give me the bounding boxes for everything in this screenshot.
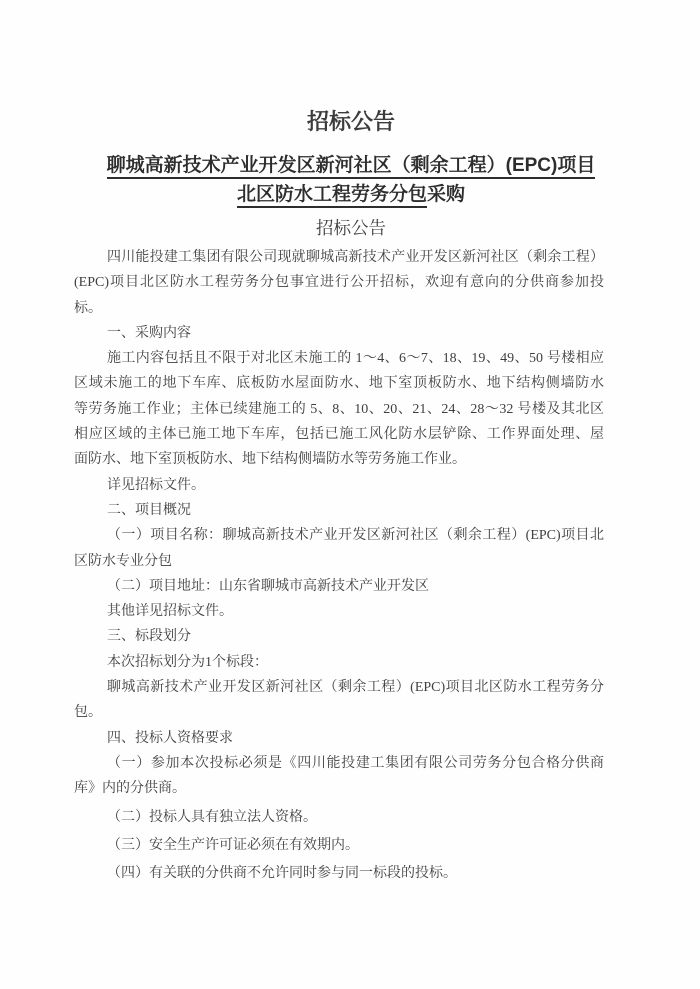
page-title: 招标公告 xyxy=(306,109,395,134)
bid-section-count xyxy=(74,650,604,675)
intro-paragraph xyxy=(74,245,604,321)
bid-section-name xyxy=(74,675,604,726)
section-1-content xyxy=(74,346,604,472)
text-line: （二）项目地址：山东省聊城市高新技术产业开发区 xyxy=(107,578,429,594)
qualification-2 xyxy=(74,805,604,830)
qualification-4 xyxy=(74,861,604,886)
text-line: 等劳务施工作业；主体已续建施工的 5、8、10、20、21、24、28～32 号楼及其北区 xyxy=(74,401,604,417)
project-title-line2-underlined: 北区防水工程劳务分包 xyxy=(237,184,427,208)
text-line: （三）安全生产许可证必须在有效期内。 xyxy=(107,837,359,853)
text-line: 库》内的分供商。 xyxy=(74,781,186,797)
text-line: 面防水、地下室顶板防水、地下结构侧墙防水等劳务施工作业。 xyxy=(74,452,466,468)
text-line: (EPC)项目北区防水工程劳务分包事宜进行公开招标，欢迎有意向的分供商参加投 xyxy=(74,275,604,291)
text-line: 聊城高新技术产业开发区新河社区（剩余工程）(EPC)项目北区防水工程劳务分 xyxy=(107,680,604,696)
text-line: 相应区域的主体已施工地下车库，包括已施工风化防水层铲除、工作界面处理、屋 xyxy=(74,427,604,443)
text-line: （一）项目名称：聊城高新技术产业开发区新河社区（剩余工程）(EPC)项目北 xyxy=(107,528,604,544)
qualification-3 xyxy=(74,833,604,858)
document-body xyxy=(74,245,604,886)
project-title-line1-text: 聊城高新技术产业开发区新河社区（剩余工程）(EPC)项目 xyxy=(107,155,596,179)
project-title-line2 xyxy=(86,180,616,209)
project-name xyxy=(74,523,604,574)
text-line: （四）有关联的分供商不允许同时参与同一标段的投标。 xyxy=(107,866,457,882)
project-title-line1 xyxy=(86,151,616,180)
text-line: （二）投标人具有独立法人资格。 xyxy=(107,809,317,825)
project-address xyxy=(74,574,604,599)
section-4-heading xyxy=(74,726,604,751)
text-line: （一）参加本次投标必须是《四川能投建工集团有限公司劳务分包合格分供商 xyxy=(107,755,604,771)
section-3-heading xyxy=(74,624,604,649)
text-line: 本次招标划分为1个标段： xyxy=(107,654,268,670)
text-line: 施工内容包括且不限于对北区未施工的 1～4、6～7、18、19、49、50 号楼相应 xyxy=(107,351,604,367)
text-line: 四、投标人资格要求 xyxy=(107,730,233,746)
section-1-heading xyxy=(74,321,604,346)
text-line: 二、项目概况 xyxy=(107,502,191,518)
other-details xyxy=(74,599,604,624)
text-line: 三、标段划分 xyxy=(107,629,191,645)
text-line: 标。 xyxy=(74,300,102,316)
qualification-1 xyxy=(74,751,604,802)
section-2-heading xyxy=(74,498,604,523)
text-line: 包。 xyxy=(74,705,102,721)
text-line: 区防水专业分包 xyxy=(74,553,172,569)
text-line: 区域未施工的地下车库、底板防水屋面防水、地下室顶板防水、地下结构侧墙防水 xyxy=(74,376,604,392)
project-title-line2-tail: 采购 xyxy=(427,184,466,205)
text-line: 四川能投建工集团有限公司现就聊城高新技术产业开发区新河社区（剩余工程） xyxy=(107,250,604,265)
project-title xyxy=(86,151,616,209)
text-line: 其他详见招标文件。 xyxy=(107,604,233,620)
text-line: 详见招标文件。 xyxy=(107,477,205,493)
see-tender-documents xyxy=(74,473,604,498)
text-line: 一、采购内容 xyxy=(107,325,191,341)
announcement-subtitle: 招标公告 xyxy=(316,218,386,238)
